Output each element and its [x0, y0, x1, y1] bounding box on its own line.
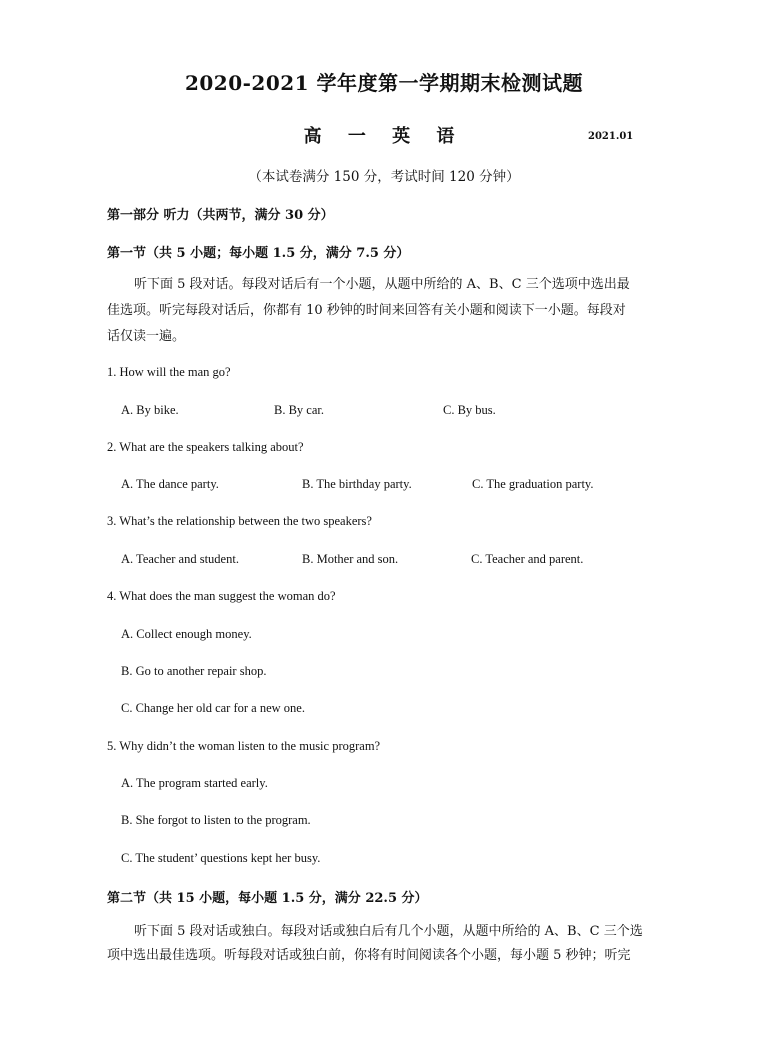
option-b: B. The birthday party. — [302, 477, 412, 491]
option-c: C. Change her old car for a new one. — [121, 701, 305, 715]
option-c: C. The graduation party. — [472, 477, 594, 491]
part-heading: 第一部分 听力（共两节，满分 30 分） — [107, 208, 334, 223]
instruction-line: 佳选项。听完每段对话后，你都有 10 秒钟的时间来回答有关小题和阅读下一小题。每段对 — [107, 303, 626, 318]
question-text: 2. What are the speakers talking about? — [107, 440, 304, 454]
option-a: A. The dance party. — [121, 477, 219, 491]
exam-date: 2021.01 — [588, 131, 634, 142]
question-text: 1. How will the man go? — [107, 365, 231, 379]
section-heading: 第一节（共 5 小题；每小题 1.5 分，满分 7.5 分） — [107, 246, 410, 261]
question-text: 5. Why didn’t the woman listen to the music program? — [107, 739, 381, 753]
option-b: B. Go to another repair shop. — [121, 664, 267, 678]
subject-heading: 高 一 英 语 — [303, 126, 465, 147]
option-a: A. By bike. — [121, 403, 179, 417]
section-heading: 第二节（共 15 小题，每小题 1.5 分，满分 22.5 分） — [107, 891, 428, 906]
instruction-line: 听下面 5 段对话或独白。每段对话或独白后有几个小题，从题中所给的 A、B、C 三个选 — [134, 924, 643, 939]
option-c: C. Teacher and parent. — [471, 552, 584, 566]
exam-title: 2020-2021 学年度第一学期期末检测试题 — [184, 71, 584, 95]
option-a: A. The program started early. — [121, 776, 268, 790]
instruction-line: 听下面 5 段对话。每段对话后有一个小题，从题中所给的 A、B、C 三个选项中选出最 — [134, 277, 630, 292]
option-a: A. Teacher and student. — [121, 552, 239, 566]
option-b: B. Mother and son. — [302, 552, 399, 566]
exam-note: （本试卷满分 150 分，考试时间 120 分钟） — [248, 169, 520, 185]
option-b: B. By car. — [274, 403, 324, 417]
question-text: 4. What does the man suggest the woman do? — [107, 589, 336, 603]
instruction-line: 项中选出最佳选项。听每段对话或独白前，你将有时间阅读各个小题，每小题 5 秒钟；听完 — [107, 948, 631, 963]
option-a: A. Collect enough money. — [121, 627, 252, 641]
option-b: B. She forgot to listen to the program. — [121, 813, 311, 827]
question-text: 3. What’s the relationship between the two speakers? — [107, 514, 372, 528]
option-c: C. By bus. — [443, 403, 496, 417]
instruction-line: 话仅读一遍。 — [107, 329, 186, 344]
option-c: C. The student’ questions kept her busy. — [121, 851, 321, 865]
